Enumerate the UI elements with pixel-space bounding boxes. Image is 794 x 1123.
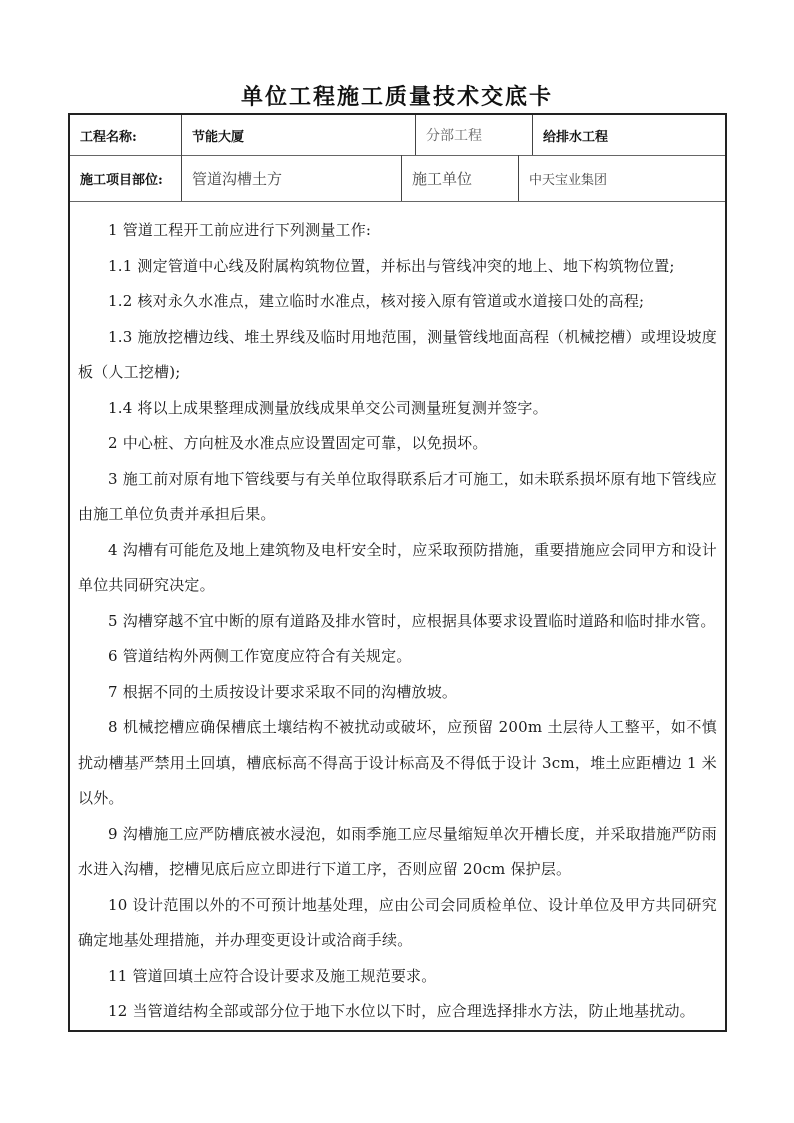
paragraph-9: 9 沟槽施工应严防槽底被水浸泡，如雨季施工应尽量缩短单次开槽长度，并采取措施严防雨水进入沟槽，挖槽见底后应立即进行下道工序，否则应留 20cm 保护层。: [78, 824, 717, 878]
contractor-label: 施工单位: [401, 155, 518, 201]
project-name-label: 工程名称:: [80, 129, 137, 145]
paragraph-7: 7 根据不同的土质按设计要求采取不同的沟槽放坡。: [108, 682, 458, 701]
disclosure-content: [70, 201, 725, 1030]
contractor-value: 中天宝业集团: [518, 155, 725, 201]
paragraph-3: 3 施工前对原有地下管线要与有关单位取得联系后才可施工，如未联系损坏原有地下管线应由施工单位负责并承担后果。: [78, 469, 717, 523]
paragraph-1-1: 1.1 测定管道中心线及附属构筑物位置，并标出与管线冲突的地上、地下构筑物位置;: [108, 256, 675, 275]
paragraph-1-2: 1.2 核对永久水准点，建立临时水准点，核对接入原有管道或水道接口处的高程;: [108, 292, 645, 310]
paragraph-2: 2 中心桩、方向桩及水准点应设置固定可靠，以免损坏。: [108, 434, 488, 452]
paragraph-10: 10 设计范围以外的不可预计地基处理，应由公司会同质检单位、设计单位及甲方共同研究确定地基处理措施，并办理变更设计或洽商手续。: [78, 895, 717, 949]
sub-project-label: 分部工程: [415, 115, 532, 155]
document-title: 单位工程施工质量技术交底卡: [240, 84, 553, 110]
header-row-location: [70, 155, 725, 202]
paragraph-8: 8 机械挖槽应确保槽底土壤结构不被扰动或破坏，应预留 200m 土层待人工整平，如不慎扰动槽基严禁用土回填，槽底标高不得高于设计标高及不得低于设计 3cm，堆土应距槽边 1 米以外。: [78, 718, 717, 807]
paragraph-5: 5 沟槽穿越不宜中断的原有道路及排水管时，应根据具体要求设置临时道路和临时排水管。: [108, 611, 716, 630]
sub-project-value: 给排水工程: [532, 115, 725, 155]
location-value: 管道沟槽土方: [181, 155, 401, 201]
paragraph-1: 1 管道工程开工前应进行下列测量工作:: [108, 221, 372, 239]
location-label: 施工项目部位:: [80, 172, 163, 188]
paragraph-1-3: 1.3 施放挖槽边线、堆土界线及临时用地范围，测量管线地面高程（机械挖槽）或埋设坡度板（人工挖槽);: [78, 327, 717, 381]
paragraph-11: 11 管道回填土应符合设计要求及施工规范要求。: [108, 966, 437, 985]
paragraph-1-4: 1.4 将以上成果整理成测量放线成果单交公司测量班复测并签字。: [108, 398, 548, 417]
header-row-project: [70, 115, 725, 156]
paragraph-6: 6 管道结构外两侧工作宽度应符合有关规定。: [108, 647, 412, 665]
disclosure-card-table: [68, 113, 727, 1032]
paragraph-12: 12 当管道结构全部或部分位于地下水位以下时，应合理选择排水方法，防止地基扰动。: [108, 1002, 695, 1020]
paragraph-4: 4 沟槽有可能危及地上建筑物及电杆安全时，应采取预防措施，重要措施应会同甲方和设计单位共同研究决定。: [78, 540, 717, 594]
project-name-value: 节能大厦: [181, 115, 415, 155]
